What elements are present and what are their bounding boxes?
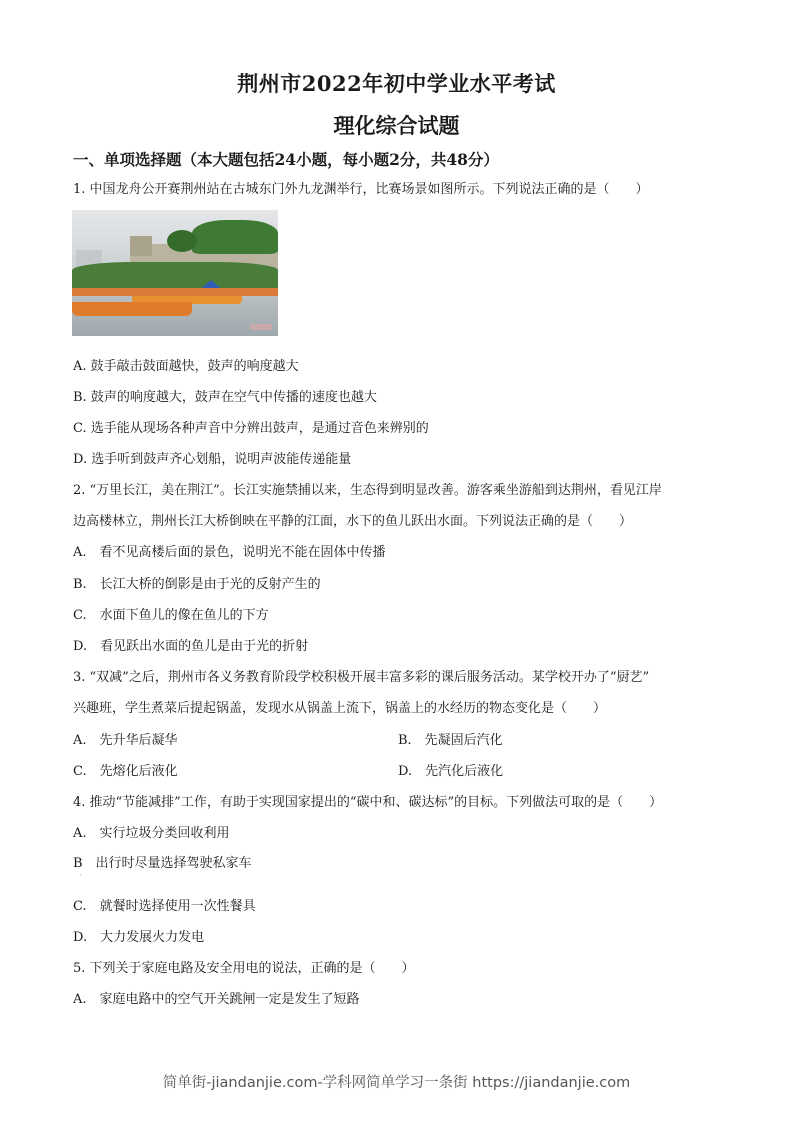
- question-1-option-d: D. 选手听到鼓声齐心划船，说明声波能传递能量: [73, 452, 352, 467]
- question-3-stem-line-1: 3. “双减”之后，荆州市各义务教育阶段学校积极开展丰富多彩的课后服务活动。某学校开办了“厨艺”: [73, 670, 650, 685]
- question-4-option-a: A. 实行垃圾分类回收利用: [73, 826, 230, 841]
- question-4-option-d: D. 大力发展火力发电: [73, 930, 205, 945]
- question-1-option-a: A. 鼓手敲击鼓面越快，鼓声的响度越大: [73, 359, 299, 374]
- question-2-stem-line-2: 边高楼林立，荆州长江大桥倒映在平静的江面，水下的鱼儿跃出水面。下列说法正确的是（ ）: [73, 514, 633, 529]
- question-2-option-a: A. 看不见高楼后面的景色，说明光不能在固体中传播: [73, 545, 386, 560]
- question-2-option-b: B. 长江大桥的倒影是由于光的反射产生的: [73, 577, 321, 592]
- question-1-option-b: B. 鼓声的响度越大，鼓声在空气中传播的速度也越大: [73, 390, 377, 405]
- dragon-boat-race-photo: [72, 210, 278, 336]
- question-4-option-c: C. 就餐时选择使用一次性餐具: [73, 899, 256, 914]
- question-5-option-a: A. 家庭电路中的空气开关跳闸一定是发生了短路: [73, 992, 360, 1007]
- question-3-option-a: A. 先升华后凝华: [73, 733, 178, 748]
- question-2-option-d: D. 看见跃出水面的鱼儿是由于光的折射: [73, 639, 309, 654]
- question-3-stem-line-2: 兴趣班，学生煮菜后提起锅盖，发现水从锅盖上流下，锅盖上的水经历的物态变化是（ ）: [73, 701, 607, 716]
- exam-subtitle: 理化综合试题: [333, 113, 460, 138]
- question-4-option-b: B 出行时尽量选择驾驶私家车: [73, 856, 252, 871]
- question-3-option-c: C. 先熔化后液化: [73, 764, 178, 779]
- question-5-stem: 5. 下列关于家庭电路及安全用电的说法，正确的是（ ）: [73, 961, 415, 976]
- footer-watermark: 简单街-jiandanjie.com-学科网简单学习一条街 https://jiandanjie.com: [162, 1075, 631, 1091]
- question-4-stem: 4. 推动“节能减排”工作，有助于实现国家提出的“碳中和、碳达标”的目标。下列做法可取的是（ ）: [73, 795, 663, 810]
- stray-mark: ': [80, 874, 82, 881]
- section-heading: 一、单项选择题（本大题包括24小题，每小题2分，共48分）: [73, 150, 499, 169]
- question-2-option-c: C. 水面下鱼儿的像在鱼儿的下方: [73, 608, 269, 623]
- question-1-option-c: C. 选手能从现场各种声音中分辨出鼓声，是通过音色来辨别的: [73, 421, 429, 436]
- question-2-stem-line-1: 2. “万里长江，美在荆江”。长江实施禁捕以来，生态得到明显改善。游客乘坐游船到达荆州，看见江岸: [73, 483, 662, 498]
- exam-title: 荆州市2022年初中学业水平考试: [237, 71, 556, 96]
- question-3-option-d: D. 先汽化后液化: [398, 764, 504, 779]
- question-3-option-b: B. 先凝固后汽化: [398, 733, 503, 748]
- question-1-stem: 1. 中国龙舟公开赛荆州站在古城东门外九龙渊举行，比赛场景如图所示。下列说法正确的是（ ）: [73, 182, 649, 197]
